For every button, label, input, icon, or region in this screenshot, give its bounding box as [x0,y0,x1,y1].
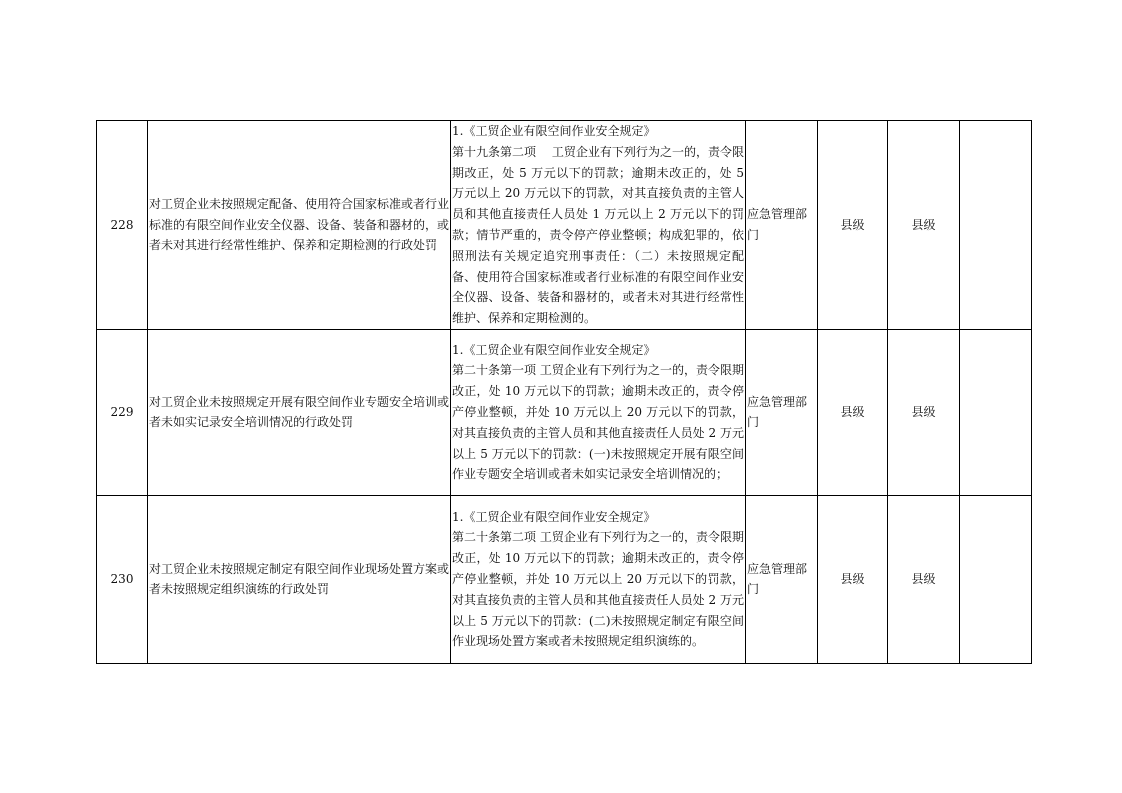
legal-basis: 1.《工贸企业有限空间作业安全规定》 第二十条第一项 工贸企业有下列行为之一的，责令限期改正，处 10 万元以下的罚款；逾期未改正的，责令停产停业整顿，并处 10 万元以上 20 万元以下的罚款，对其直接负责的主管人员和其他直接责任人员处 2 万元以上 5 万元以下的罚款：(一)未按照规定开展有限空间作业专题安全培训或者未如实记录安全培训情况的； [451,329,746,495]
level-cell: 县级 [888,495,960,663]
level-cell: 县级 [818,329,888,495]
item-name: 对工贸企业未按照规定制定有限空间作业现场处置方案或者未按照规定组织演练的行政处罚 [148,495,451,663]
item-name: 对工贸企业未按照规定开展有限空间作业专题安全培训或者未如实记录安全培训情况的行政处罚 [148,329,451,495]
legal-basis: 1.《工贸企业有限空间作业安全规定》 第十九条第二项 工贸企业有下列行为之一的，责令限期改正，处 5 万元以下的罚款；逾期未改正的，处 5 万元以上 20 万元以下的罚款，对其直接负责的主管人员和其他直接责任人员处 1 万元以上 2 万元以下的罚款；情节严重的，责令停产停业整顿；构成犯罪的，依照刑法有关规定追究刑事责任：（二）未按照规定配备、使用符合国家标准或者行业标准的有限空间作业安全仪器、设备、装备和器材的，或者未对其进行经常性维护、保养和定期检测的。 [451,121,746,330]
department: 应急管理部门 [746,495,818,663]
level-cell: 县级 [888,329,960,495]
table-row [97,495,1032,663]
level-cell: 县级 [888,121,960,330]
row-number: 229 [97,329,148,495]
remarks-cell [960,121,1032,330]
table-row [97,329,1032,495]
department: 应急管理部门 [746,329,818,495]
row-number: 230 [97,495,148,663]
department: 应急管理部门 [746,121,818,330]
item-name: 对工贸企业未按照规定配备、使用符合国家标准或者行业标准的有限空间作业安全仪器、设备、装备和器材的，或者未对其进行经常性维护、保养和定期检测的行政处罚 [148,121,451,330]
remarks-cell [960,329,1032,495]
row-number: 228 [97,121,148,330]
remarks-cell [960,495,1032,663]
penalty-items-table [96,120,1032,664]
table-row [97,121,1032,330]
level-cell: 县级 [818,121,888,330]
legal-basis: 1.《工贸企业有限空间作业安全规定》 第二十条第二项 工贸企业有下列行为之一的，责令限期改正，处 10 万元以下的罚款；逾期未改正的，责令停产停业整顿，并处 10 万元以上 20 万元以下的罚款，对其直接负责的主管人员和其他直接责任人员处 2 万元以上 5 万元以下的罚款：(二)未按照规定制定有限空间作业现场处置方案或者未按照规定组织演练的。 [451,495,746,663]
level-cell: 县级 [818,495,888,663]
